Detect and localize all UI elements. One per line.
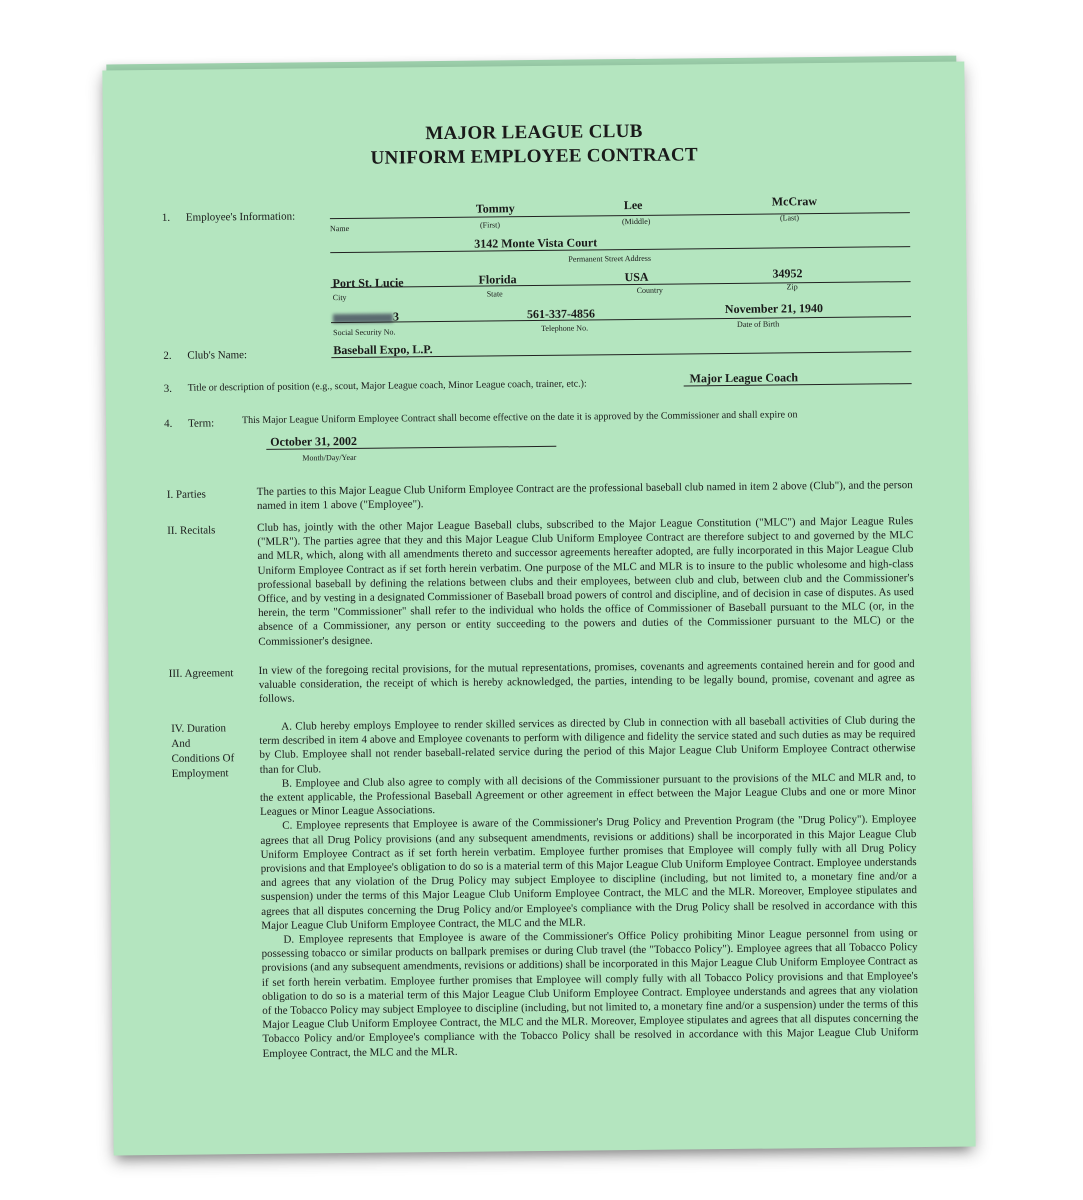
- ssn-visible: 3: [392, 309, 400, 324]
- country: USA: [624, 269, 649, 285]
- duration-paragraphs: [259, 713, 919, 1061]
- street-line: [330, 246, 910, 253]
- agreement-heading: III. Agreement: [168, 667, 234, 680]
- paragraph-c: C. Employee represents that Employee is aware of the Commissioner's Drug Policy and Prevention Program (the "Drug Policy"). Employee agrees that all Drug Policy provisions (and any subsequent amendments, revisions or additions) shall be incorporated in this Major League Club Uniform Employee Contract as if set forth herein verbatim. Employee further promises that Employee will comply fully with all Drug Policy provisions and that Employee's obligation to do so is a material term of this Major League Club Uniform Employee Contract. Employee understands and agrees that any violation of the Drug Policy may subject Employee to discipline (including, but not limited to, a monetary fine and/or a suspension) under the terms of this Major League Club Uniform Employee Contract, the MLC and the MLR. Moreover, Employee stipulates and agrees that all disputes concerning the Drug Policy and/or Employee's compliance with the Drug Policy shall be resolved in accordance with this Major League Club Uniform Employee Contract, the MLC and the MLR.: [260, 813, 918, 932]
- agreement-text: In view of the foregoing recital provisions, for the mutual representations, promises, covenants and agreements contained herein and for good and valuable consideration, the receipt of which is hereby acknowledged, the parties, intending to be legally bound, promise, covenant and agree as follows.: [258, 658, 915, 706]
- item1-number: 1.: [161, 211, 171, 224]
- phone: 561-337-4856: [526, 306, 595, 322]
- term-end-date: October 31, 2002: [270, 433, 358, 449]
- paragraph-d: D. Employee represents that Employee is aware of the Commissioner's Office Policy prohibiting Minor League personnel from using or possessing tobacco or similar products on ballpark premises or during Club travel (the "Tobacco Policy"). Employee agrees that all Tobacco Policy provisions (and any subsequent amendments, revisions or additions) shall be incorporated in this Major League Club Uniform Employee Contract as if set forth herein verbatim. Employee further promises that Employee will comply fully with all Tobacco Policy provisions and that Employee's obligation to do so is a material term of this Major League Club Uniform Employee Contract. Employee understands and agrees that any violation of the Tobacco Policy may subject Employee to discipline (including, but not limited to, a monetary fine and/or a suspension) under the terms of this Major League Club Uniform Employee Contract, the MLC and the MLR. Moreover, Employee stipulates and agrees that all disputes concerning the Tobacco Policy and/or Employee's compliance with the Tobacco Policy shall be resolved in accordance with this Major League Club Uniform Employee Contract, the MLC and the MLR.: [261, 927, 919, 1060]
- state: Florida: [478, 272, 517, 287]
- club-name: Baseball Expo, L.P.: [333, 342, 433, 358]
- last-label: (Last): [779, 213, 800, 223]
- item4-label: Term:: [187, 417, 215, 430]
- ssn-label: Social Security No.: [333, 327, 396, 338]
- state-label: State: [486, 289, 503, 299]
- contract-page: [102, 62, 975, 1156]
- duration-heading: [171, 721, 234, 782]
- street-address: 3142 Monte Vista Court: [474, 235, 598, 251]
- title-line-1: MAJOR LEAGUE CLUB: [425, 120, 643, 145]
- name-label: Name: [329, 223, 350, 234]
- middle-label: (Middle): [621, 216, 651, 227]
- country-label: Country: [636, 285, 663, 295]
- item2-label: Club's Name:: [187, 349, 248, 362]
- duration-heading-line-1: IV. Duration: [171, 722, 227, 735]
- term-label: Month/Day/Year: [302, 452, 357, 463]
- item4-text: This Major League Uniform Employee Contract shall become effective on the date it is approved by the Commissioner and shall expire on: [241, 409, 798, 427]
- paragraph-a: A. Club hereby employs Employee to render skilled services as directed by Club in connection with all baseball activities of Club during the term described in item 4 above and Employee covenants to perform with diligence and fidelity the service stated and such duties as may be required by Club. Employee shall not render baseball-related service during the period of this Major League Club Uniform Employee Contract otherwise than for Club.: [259, 714, 916, 776]
- duration-heading-line-3: Conditions Of: [171, 752, 235, 765]
- item4-number: 4.: [163, 417, 173, 430]
- first-name: Tommy: [475, 201, 515, 216]
- zip-label: Zip: [786, 282, 798, 292]
- phone-label: Telephone No.: [541, 323, 589, 333]
- paragraph-b: B. Employee and Club also agree to comply with all decisions of the Commissioner pursuant to the provisions of the MLC and MLR and, to the extent applicable, the Professional Baseball Agreement or other agreement in effect between the Major League Clubs and one or more Minor Leagues or Minor League Associations.: [259, 770, 916, 819]
- duration-heading-line-4: Employment: [171, 767, 229, 780]
- position-title: Major League Coach: [689, 370, 799, 386]
- city: Port St. Lucie: [332, 275, 404, 291]
- middle-name: Lee: [623, 197, 643, 213]
- ssn-line: [331, 316, 911, 323]
- last-name: McCraw: [771, 194, 818, 209]
- parties-text: The parties to this Major League Club Uniform Employee Contract are the professional baseball club named in item 2 above (Club"), and the person named in item 1 above ("Employee").: [256, 479, 913, 513]
- recitals-text: Club has, jointly with the other Major League Baseball clubs, subscribed to the Major League Constitution ("MLC") and Major League Rules ("MLR"). The parties agree that they and this Major League Club Uniform Employee Contract are therefore subject to and governed by the MLC and MLR, which, along with all amendments thereto and successor agreements hereafter adopted, are fully incorporated in this Major League Club Uniform Employee Contract as if set forth herein verbatim. One purpose of the MLC and MLR is to insure to the public wholesome and high-class professional baseball by defining the relations between clubs and their employees, between club and club, between club and the Commissioner's Office, and by vesting in a designated Commissioner of Baseball broad powers of control and discipline, and of decision in case of disputes. As used herein, the term "Commissioner" shall refer to the individual who holds the office of Commissioner of Baseball pursuant to the MLC (or, in the absence of a Commissioner, any person or entity succeeding to the powers and duties of the Commissioner pursuant to the MLC) or the Commissioner's designee.: [257, 515, 915, 648]
- duration-heading-line-2: And: [171, 737, 191, 750]
- item2-number: 2.: [163, 349, 172, 362]
- date-of-birth: November 21, 1940: [724, 301, 824, 317]
- street-label: Permanent Street Address: [568, 253, 652, 264]
- item3-number: 3.: [163, 382, 172, 395]
- first-label: (First): [479, 220, 501, 230]
- item3-label: Title or description of position (e.g., scout, Major League coach, Minor League coach, trainer, etc.):: [187, 378, 587, 394]
- city-label: City: [332, 292, 347, 303]
- item1-label: Employee's Information:: [185, 210, 296, 224]
- title-line-2: UNIFORM EMPLOYEE CONTRACT: [370, 144, 699, 169]
- name-line: [330, 212, 910, 219]
- dob-label: Date of Birth: [736, 319, 780, 329]
- parties-heading: I. Parties: [166, 488, 206, 501]
- zip: 34952: [772, 266, 803, 281]
- city-line: [331, 281, 911, 288]
- recitals-heading: II. Recitals: [167, 524, 216, 537]
